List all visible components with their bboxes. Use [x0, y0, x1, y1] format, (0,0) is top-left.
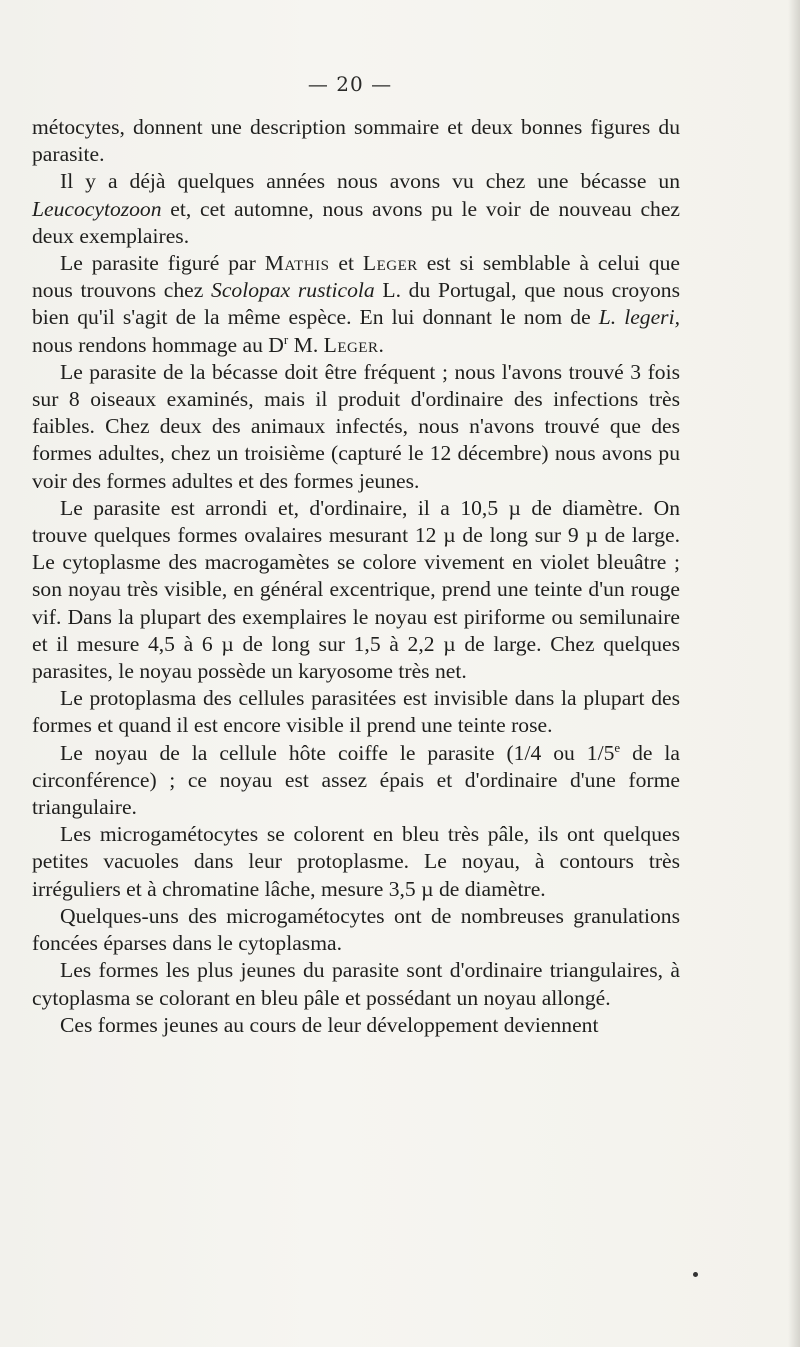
paragraph-5: Le parasite est arrondi et, d'ordinaire, il a 10,5 µ de diamètre. On trouve quelques formes ovalaires mesurant 12 µ de long sur 9 µ de large. Le cytoplasme des macrogamètes se colore vivement en violet bleuâtre ; son noyau très visible, en général excentrique, prend une teinte d'un rouge vif. Dans la plupart des exemplaires le noyau est piriforme ou semilunaire et il mesure 4,5 à 6 µ de long sur 1,5 à 2,2 µ de large. Chez quelques parasites, le noyau possède un karyosome très net.	[32, 495, 680, 684]
ink-speck	[693, 1272, 698, 1277]
page-number: — 20 —	[307, 72, 393, 96]
paragraph-4: Le parasite de la bécasse doit être fréquent ; nous l'avons trouvé 3 fois sur 8 oiseaux examinés, mais il produit d'ordinaire des infections très faibles. Chez deux des animaux infectés, nous n'avons trouvé que des formes adultes, chez un troisième (capturé le 12 décembre) nous avons pu voir des formes adultes et des formes jeunes.	[32, 359, 680, 493]
paragraph-11: Ces formes jeunes au cours de leur développement deviennent	[60, 1012, 599, 1037]
body-text	[32, 114, 680, 1039]
paragraph-2: Il y a déjà quelques années nous avons vu chez une bécasse un Leucocytozoon et, cet automne, nous avons pu le voir de nouveau chez deux exemplaires.	[32, 169, 680, 248]
paragraph-10: Les formes les plus jeunes du parasite sont d'ordinaire triangulaires, à cytoplasma se colorant en bleu pâle et possédant un noyau allongé.	[32, 958, 680, 1010]
paragraph-9: Quelques-uns des microgamétocytes ont de nombreuses granulations foncées éparses dans le cytoplasma.	[32, 903, 680, 956]
paragraph-7: Le noyau de la cellule hôte coiffe le parasite (1/4 ou 1/5e de la circonférence) ; ce noyau est assez épais et d'ordinaire d'une forme triangulaire.	[32, 739, 680, 820]
paragraph-8: Les microgamétocytes se colorent en bleu très pâle, ils ont quelques petites vacuoles dans leur protoplasme. Le noyau, à contours très irréguliers et à chromatine lâche, mesure 3,5 µ de diamètre.	[32, 822, 680, 901]
paragraph-6: Le protoplasma des cellules parasitées est invisible dans la plupart des formes et quand il est encore visible il prend une teinte rose.	[32, 686, 680, 738]
paragraph-1: métocytes, donnent une description sommaire et deux bonnes figures du parasite.	[32, 115, 680, 167]
paragraph-3: Le parasite figuré par Mathis et Leger est si semblable à celui que nous trouvons chez Scolopax rusticola L. du Portugal, que nous croyons bien qu'il s'agit de la même espèce. En lui donnant le nom de L. legeri, nous rendons hommage au $D^r$ M. Leger.	[32, 251, 680, 357]
page-edge-shadow	[788, 0, 800, 1347]
